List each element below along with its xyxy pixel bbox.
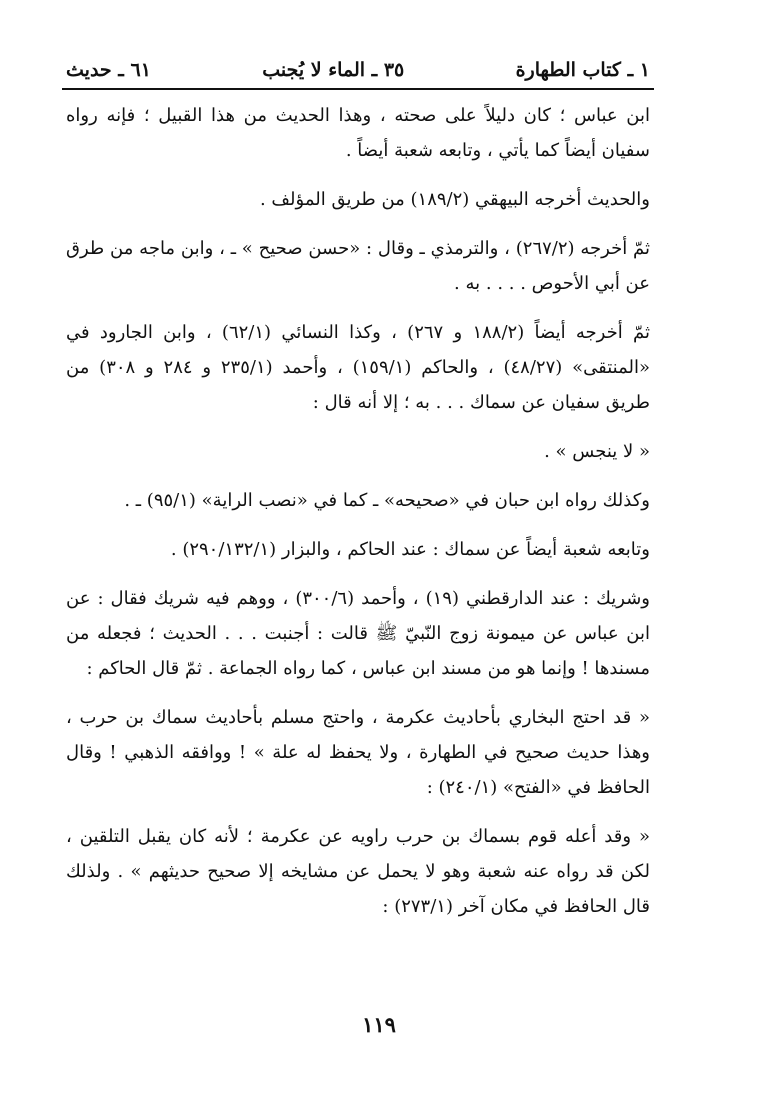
paragraph: وتابعه شعبة أيضاً عن سماك : عند الحاكم ، والبزار (٢٩٠/١٣٢/١) . bbox=[170, 539, 650, 560]
page-body bbox=[66, 98, 650, 924]
header-divider bbox=[62, 88, 654, 90]
paragraph: والحديث أخرجه البيهقي (١٨٩/٢) من طريق المؤلف . bbox=[259, 189, 650, 210]
page-number: ١١٩ bbox=[362, 1012, 396, 1037]
running-header bbox=[66, 52, 650, 88]
header-chapter-title: ٣٥ ـ الماء لا يُجنب bbox=[262, 59, 405, 81]
paragraph: ابن عباس ؛ كان دليلاً على صحته ، وهذا الحديث من هذا القبيل ؛ فإنه رواه سفيان أيضاً كما يأتي ، وتابعه شعبة أيضاً . bbox=[66, 105, 650, 161]
paragraph: وكذلك رواه ابن حبان في «صحيحه» ـ كما في «نصب الراية» (٩٥/١) ـ . bbox=[124, 490, 650, 511]
paragraph: وشريك : عند الدارقطني (١٩) ، وأحمد (٣٠٠/٦) ، ووهم فيه شريك فقال : عن ابن عباس عن ميمونة زوج النّبيّ ﷺ قالت : أجنبت . . . الحديث ؛ فجعله من مسندها ! وإنما هو من مسند ابن عباس ، كما رواه الجماعة . ثمّ قال الحاكم : bbox=[66, 588, 650, 679]
paragraph: ثمّ أخرجه أيضاً (١٨٨/٢ و ٢٦٧) ، وكذا النسائي (٦٢/١) ، وابن الجارود في «المنتقى» (٤٨/٢٧) ، والحاكم (١٥٩/١) ، وأحمد (٢٣٥/١ و ٢٨٤ و ٣٠٨) من طريق سفيان عن سماك . . . به ؛ إلا أنه قال : bbox=[66, 322, 650, 413]
paragraph: « وقد أعله قوم بسماك بن حرب راويه عن عكرمة ؛ لأنه كان يقبل التلقين ، لكن قد رواه عنه شعبة وهو لا يحمل عن مشايخه إلا صحيح حديثهم » . ولذلك قال الحافظ في مكان آخر (٢٧٣/١) : bbox=[66, 826, 650, 917]
header-book-title: ١ ـ كتاب الطهارة bbox=[515, 59, 650, 81]
paragraph: « لا ينجس » . bbox=[544, 441, 650, 462]
header-hadith-number: ٦١ ـ حديث bbox=[66, 59, 151, 81]
paragraph: ثمّ أخرجه (٢٦٧/٢) ، والترمذي ـ وقال : «حسن صحيح » ـ ، وابن ماجه من طرق عن أبي الأحوص . . . . به . bbox=[66, 238, 650, 294]
paragraph: « قد احتج البخاري بأحاديث عكرمة ، واحتج مسلم بأحاديث سماك بن حرب ، وهذا حديث صحيح في الطهارة ، ولا يحفظ له علة » ! ووافقه الذهبي ! وقال الحافظ في «الفتح» (٢٤٠/١) : bbox=[66, 707, 650, 798]
